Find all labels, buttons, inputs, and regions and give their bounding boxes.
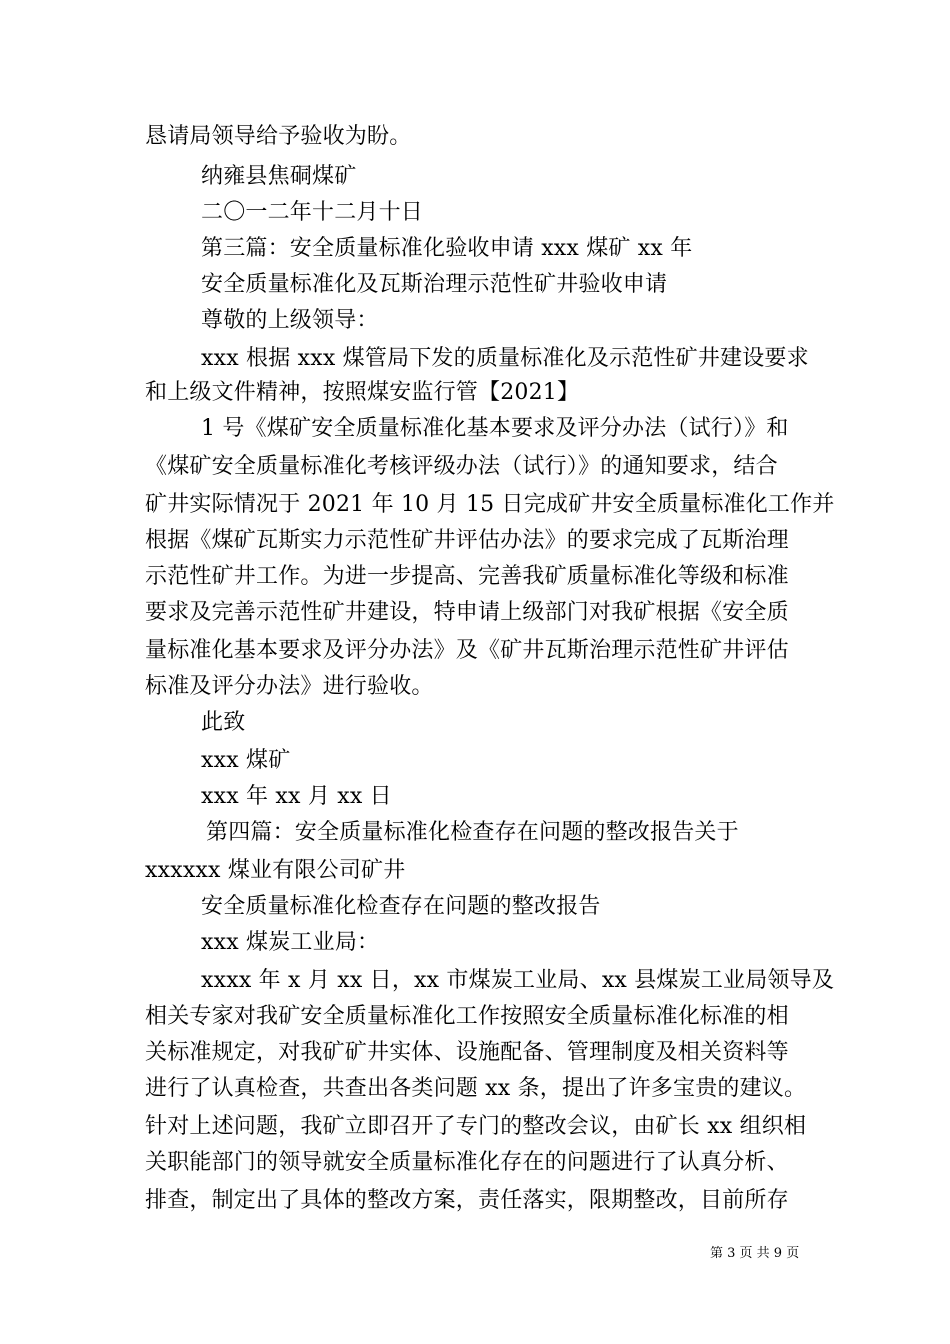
text-line: 进行了认真检查，共查出各类问题 xx 条，提出了许多宝贵的建议。 [145, 1076, 807, 1101]
text-line: 标准及评分办法》进行验收。 [145, 674, 434, 699]
page-number: 第 3 页 共 9 页 [710, 1246, 800, 1261]
text-line: 二〇一二年十二月十日 [201, 200, 424, 225]
text-line: 关标准规定，对我矿矿井实体、设施配备、管理制度及相关资料等 [145, 1040, 789, 1065]
text-line: 关职能部门的领导就安全质量标准化存在的问题进行了认真分析、 [145, 1150, 789, 1175]
text-line: 恳请局领导给予验收为盼。 [145, 124, 412, 149]
text-line: xxx 根据 xxx 煤管局下发的质量标准化及示范性矿井建设要求 [201, 346, 809, 371]
section-subheading: 安全质量标准化检查存在问题的整改报告 [201, 894, 601, 919]
text-line: 量标准化基本要求及评分办法》及《矿井瓦斯治理示范性矿井评估 [145, 638, 789, 663]
text-line: 纳雍县焦硐煤矿 [201, 164, 357, 189]
text-line: 排查，制定出了具体的整改方案，责任落实，限期整改，目前所存 [145, 1188, 789, 1213]
text-line: xxx 年 xx 月 xx 日 [201, 784, 392, 809]
text-line: 《煤矿安全质量标准化考核评级办法（试行）》的通知要求，结合 [145, 454, 778, 479]
text-line: xxx 煤炭工业局： [201, 930, 380, 955]
text-line: 矿井实际情况于 2021 年 10 月 15 日完成矿井安全质量标准化工作并 [145, 492, 835, 517]
section-heading: 第三篇：安全质量标准化验收申请 xxx 煤矿 xx 年 [201, 236, 693, 261]
text-line: 要求及完善示范性矿井建设，特申请上级部门对我矿根据《安全质 [145, 600, 789, 625]
text-line: 此致 [201, 710, 246, 735]
text-line: 1 号《煤矿安全质量标准化基本要求及评分办法（试行）》和 [201, 416, 789, 441]
text-line: 针对上述问题，我矿立即召开了专门的整改会议，由矿长 xx 组织相 [145, 1114, 807, 1139]
text-line: xxx 煤矿 [201, 748, 291, 773]
section-subheading: 安全质量标准化及瓦斯治理示范性矿井验收申请 [201, 272, 668, 297]
text-line: xxxxxx 煤业有限公司矿井 [145, 858, 406, 883]
text-line: 相关专家对我矿安全质量标准化工作按照安全质量标准化标准的相 [145, 1004, 789, 1029]
text-line: 根据《煤矿瓦斯实力示范性矿井评估办法》的要求完成了瓦斯治理 [145, 528, 789, 553]
text-line: 和上级文件精神，按照煤安监行管【2021】 [145, 380, 580, 405]
section-heading: 第四篇：安全质量标准化检查存在问题的整改报告关于 [206, 820, 739, 845]
text-line: 尊敬的上级领导： [201, 308, 379, 333]
text-line: 示范性矿井工作。为进一步提高、完善我矿质量标准化等级和标准 [145, 564, 789, 589]
text-line: xxxx 年 x 月 xx 日，xx 市煤炭工业局、xx 县煤炭工业局领导及 [201, 968, 835, 993]
